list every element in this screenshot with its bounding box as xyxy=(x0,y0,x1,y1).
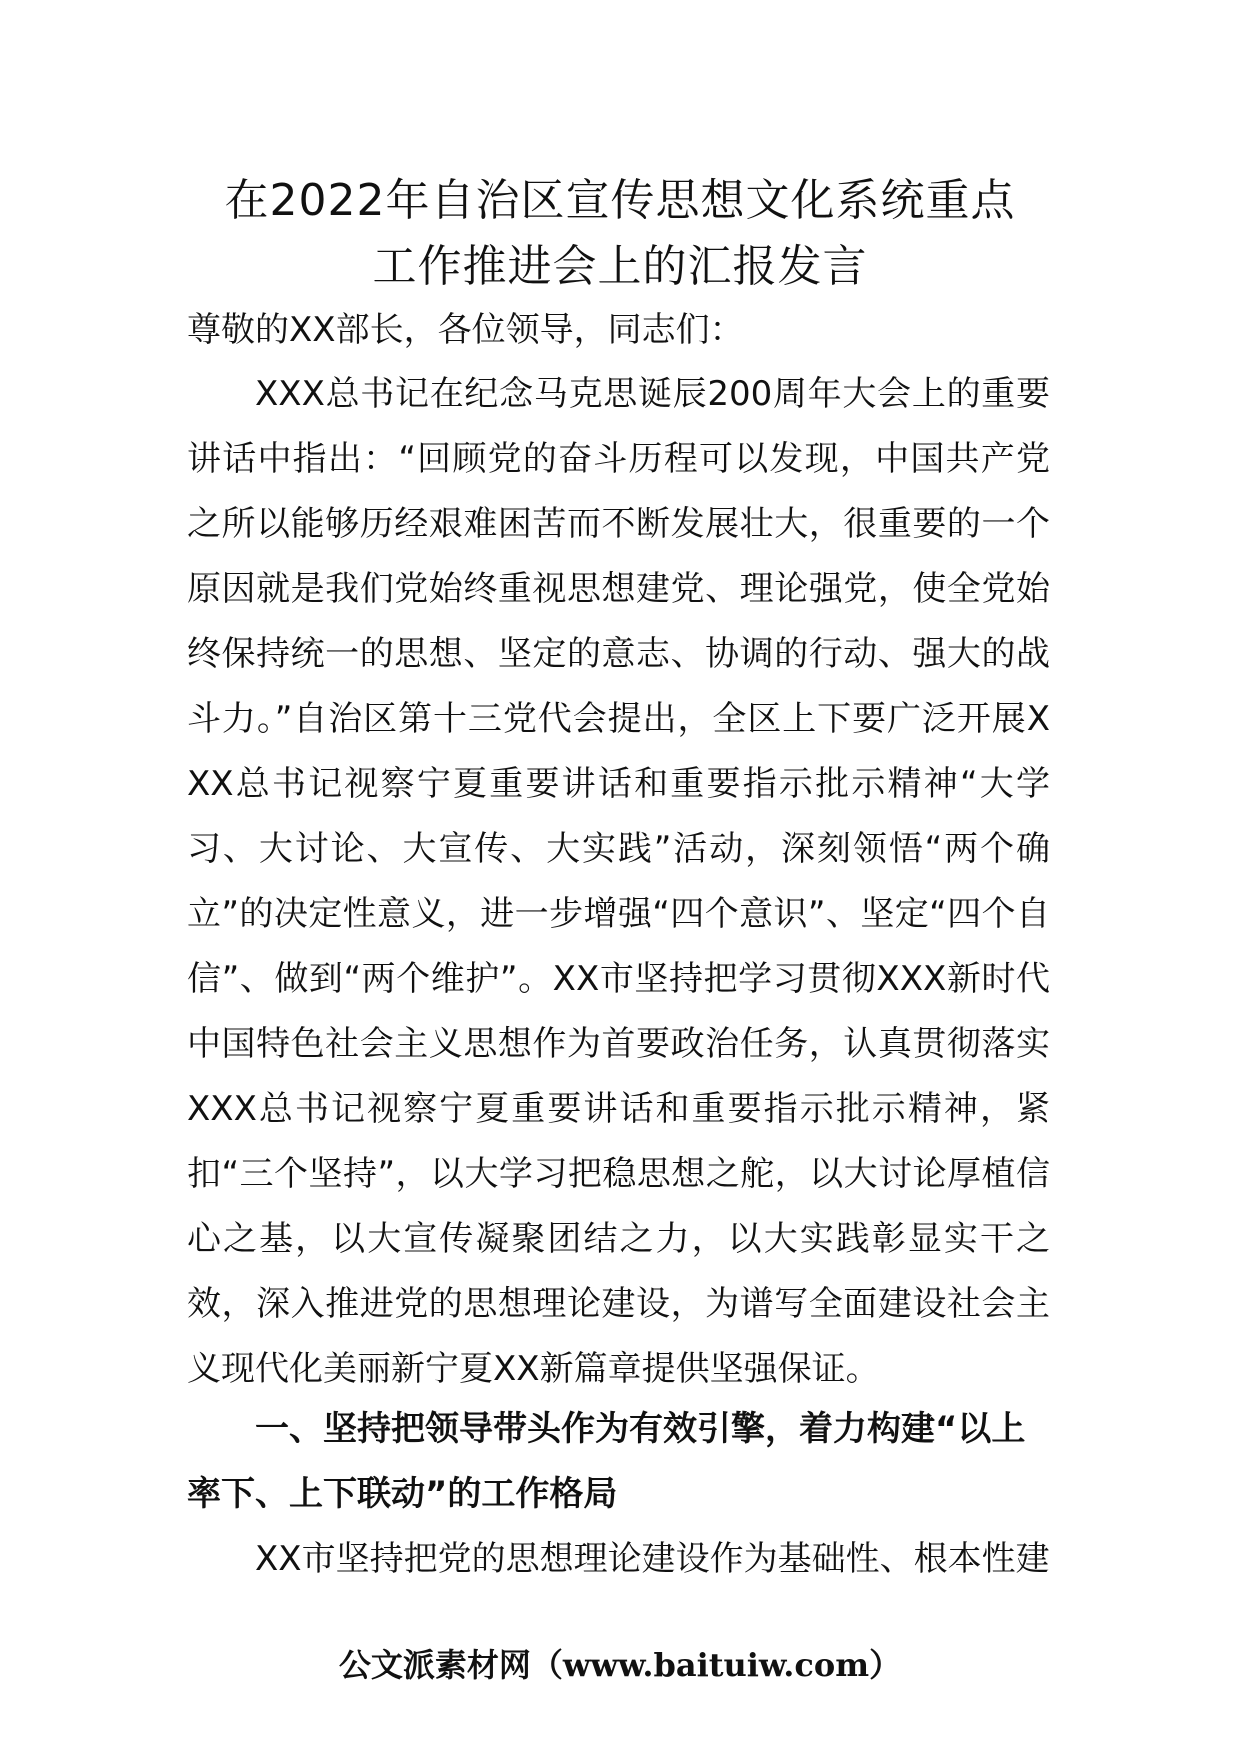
page-footer: 公文派素材网（www.baituiw.com） xyxy=(338,1646,902,1684)
body-paragraph-2: XX市坚持把党的思想理论建设作为基础性、根本性建 xyxy=(255,1539,1050,1579)
document-title-line-1: 在2022年自治区宣传思想文化系统重点 xyxy=(224,175,1016,226)
body-paragraph-1: XXX总书记在纪念马克思诞辰200周年大会上的重要讲话中指出：“回顾党的奋斗历程可以发现，中国共产党之所以能够历经艰难困苦而不断发展壮大，很重要的一个原因就是我们党始终重视思想建党、理论强党，使全党始终保持统一的思想、坚定的意志、协调的行动、强大的战斗力。”自治区第十三党代会提出，全区上下要广泛开展XXX总书记视察宁夏重要讲话和重要指示批示精神“大学习、大讨论、大宣传、大实践”活动，深刻领悟“两个确立”的决定性意义，进一步增强“四个意识”、坚定“四个自信”、做到“两个维护”。XX市坚持把学习贯彻XXX新时代中国特色社会主义思想作为首要政治任务，认真贯彻落实XXX总书记视察宁夏重要讲话和重要指示批示精神，紧扣“三个坚持”，以大学习把稳思想之舵，以大讨论厚植信心之基，以大宣传凝聚团结之力，以大实践彰显实干之效，深入推进党的思想理论建设，为谱写全面建设社会主义现代化美丽新宁夏XX新篇章提供坚强保证。 xyxy=(187,374,1050,1389)
document-title-line-2: 工作推进会上的汇报发言 xyxy=(372,241,868,292)
section-heading-1: 一、坚持把领导带头作为有效引擎，着力构建“以上率下、上下联动”的工作格局 xyxy=(187,1409,1026,1514)
salutation: 尊敬的XX部长，各位领导，同志们： xyxy=(187,310,744,350)
